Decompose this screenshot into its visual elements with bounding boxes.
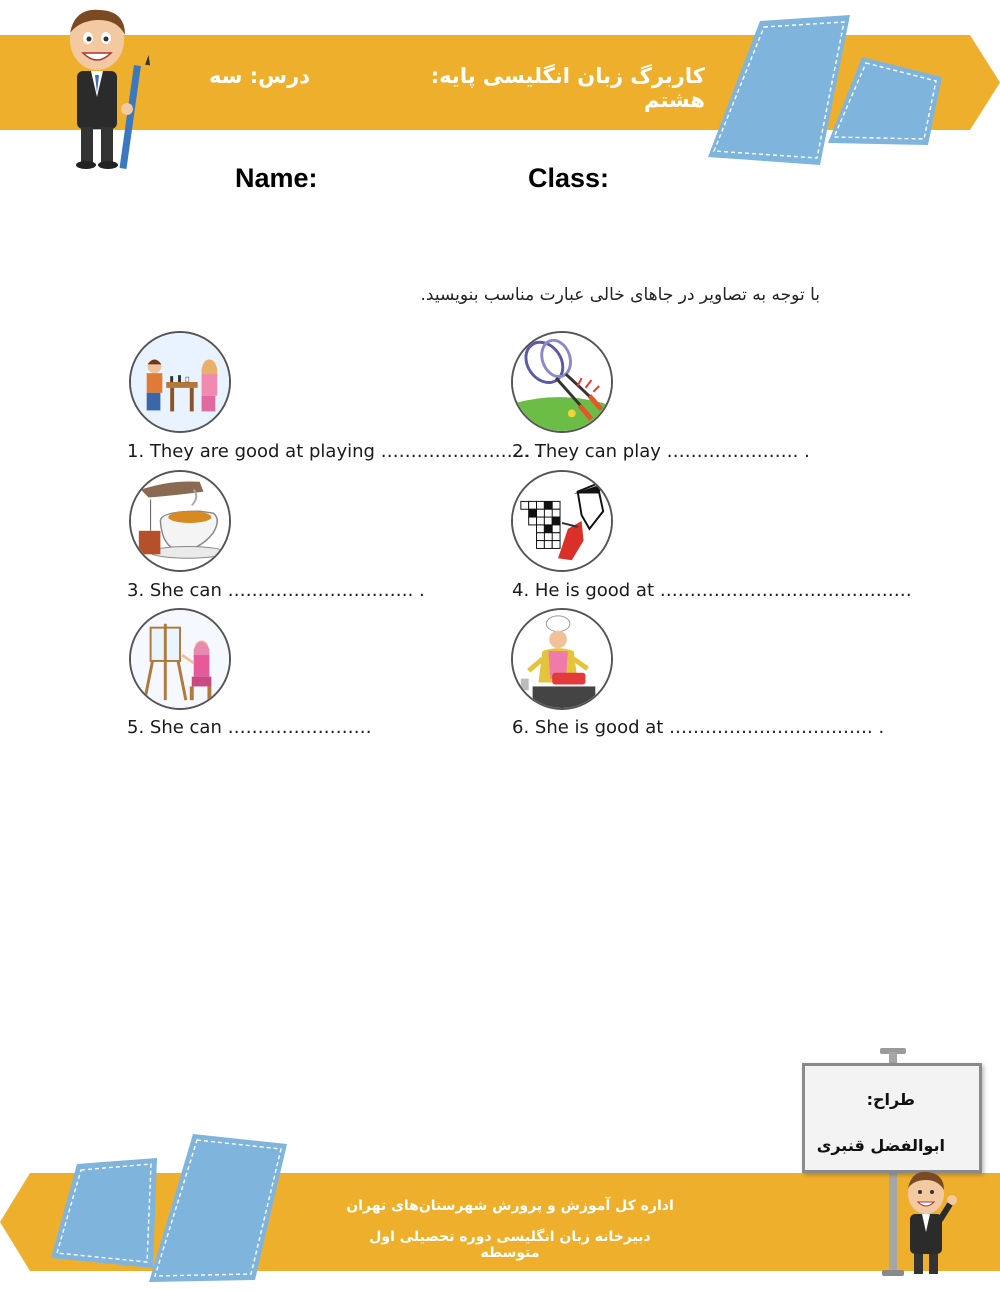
cartoon-teacher-icon <box>55 5 160 175</box>
chess-players-icon <box>129 331 231 433</box>
question-6: 6. She is good at ……………………………. . <box>512 717 885 738</box>
lesson-number: درس: سه <box>209 64 310 88</box>
header-blue-shapes <box>700 15 960 175</box>
name-label: Name: <box>235 163 318 193</box>
cooking-woman-icon <box>511 608 613 710</box>
painting-easel-icon <box>129 608 231 710</box>
question-2: 2. They can play …………………. . <box>512 441 810 462</box>
designer-label: طراح: <box>866 1090 915 1109</box>
footer-line-2: دبیرخانه زبان انگلیسی دوره تحصیلی اول متوسطه <box>369 1229 651 1261</box>
question-5: 5. She can …………………… <box>127 717 372 738</box>
question-4: 4. He is good at …………………………………… <box>512 580 912 601</box>
crossword-puzzle-icon <box>511 470 613 572</box>
footer-blue-shapes <box>45 1130 295 1285</box>
worksheet-title: کاربرگ زبان انگلیسی پایه: هشتم <box>430 64 705 112</box>
badminton-rackets-icon <box>511 331 613 433</box>
designer-name: ابوالفضل قنبری <box>816 1136 945 1155</box>
question-3: 3. She can …………………………. . <box>127 580 425 601</box>
tea-cup-icon <box>129 470 231 572</box>
class-label: Class: <box>528 163 610 193</box>
question-1: 1. They are good at playing ……………………. . <box>127 441 542 462</box>
designer-sign <box>802 1063 982 1173</box>
cartoon-presenter-icon <box>886 1170 966 1280</box>
instruction-text: با توجه به تصاویر در جاهای خالی عبارت مناسب بنویسید. <box>420 285 820 305</box>
footer-line-1: اداره کل آموزش و پرورش شهرستان‌های تهران <box>346 1198 674 1214</box>
